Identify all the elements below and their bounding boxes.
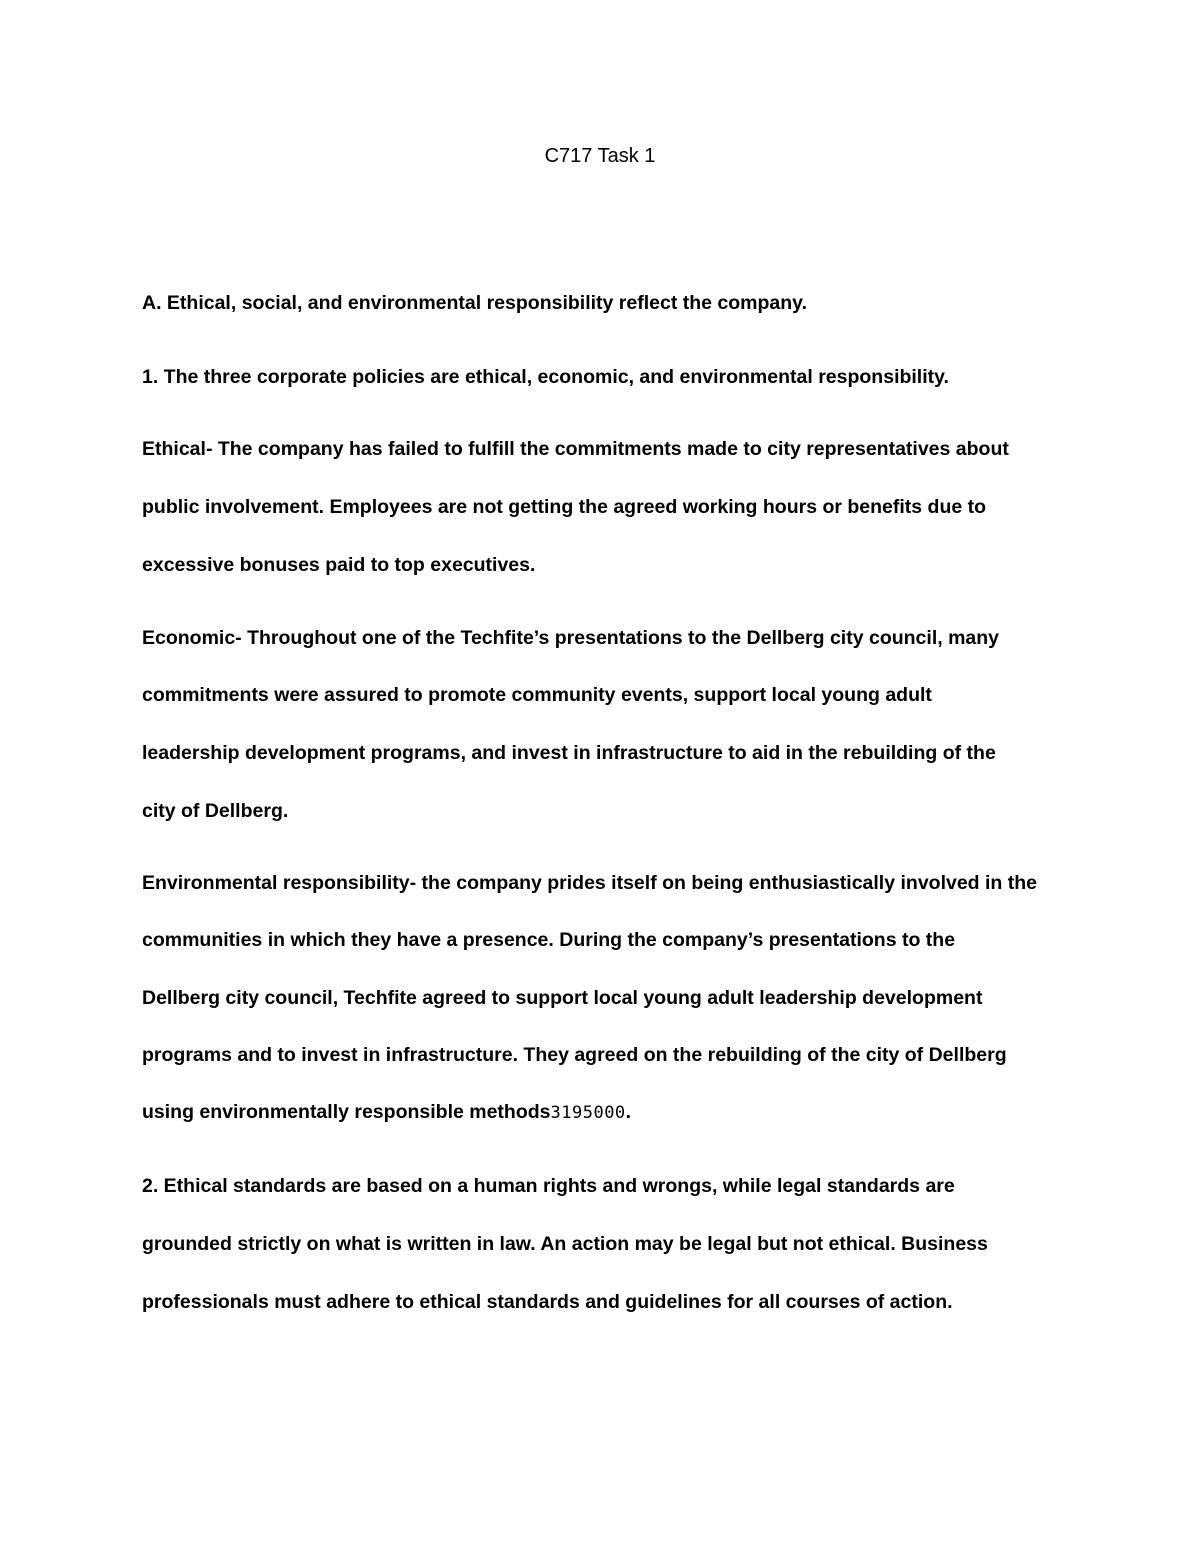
environmental-code: 3195000: [550, 1103, 626, 1123]
ethical-label: Ethical: [142, 438, 206, 460]
environmental-text-b: During the company’s presentations to the: [553, 929, 956, 951]
environmental-paragraph-line-2: [142, 925, 1072, 955]
item-1-text: 1. The three corporate policies are ethical, economic, and environmental responsibility.: [142, 366, 949, 388]
economic-paragraph-line-3: leadership development programs, and invest in infrastructure to aid in the rebuilding of the: [142, 742, 996, 764]
item-2-line-3: professionals must adhere to ethical standards and guidelines for all courses of action.: [142, 1291, 953, 1313]
economic-text: one of the Techfite’s presentations to the Dellberg city council, many: [356, 627, 1000, 649]
environmental-paragraph-line-1: Environmental responsibility- the company prides itself on being enthusiastically involved in the: [142, 872, 1038, 894]
item-2-line-2: grounded strictly on what is written in law. An action may be legal but not ethical. Business: [142, 1233, 988, 1255]
item-2-line-1: 2. Ethical standards are based on a human rights and wrongs, while legal standards are: [142, 1175, 955, 1197]
ethical-paragraph-line-3: excessive bonuses paid to top executives.: [142, 554, 536, 576]
environmental-paragraph-line-3: Dellberg city council, Techfite agreed to support local young adult leadership development: [142, 987, 983, 1009]
environmental-text-a: communities in which they have a presence.: [142, 929, 554, 951]
economic-paragraph-line-4: city of Dellberg.: [142, 800, 289, 822]
ethical-paragraph-line-1: [142, 434, 1072, 464]
environmental-end: .: [625, 1101, 632, 1123]
document-title: C717 Task 1: [544, 145, 656, 167]
environmental-paragraph-line-5: [142, 1097, 1072, 1128]
ethical-text: - The company has failed to fulfill the commitments made to city representatives about: [205, 438, 1009, 460]
economic-paragraph-line-1: [142, 623, 1072, 653]
economic-paragraph-line-2: commitments were assured to promote community events, support local young adult: [142, 684, 932, 706]
environmental-text-c: using environmentally responsible methods: [142, 1101, 551, 1123]
environmental-paragraph-line-4: programs and to invest in infrastructure. They agreed on the rebuilding of the city of Dellberg: [142, 1044, 1007, 1066]
economic-label: Economic- Throughout: [142, 627, 357, 649]
section-a-heading: A. Ethical, social, and environmental responsibility reflect the company.: [142, 292, 807, 314]
ethical-paragraph-line-2: public involvement. Employees are not getting the agreed working hours or benefits due to: [142, 496, 987, 518]
